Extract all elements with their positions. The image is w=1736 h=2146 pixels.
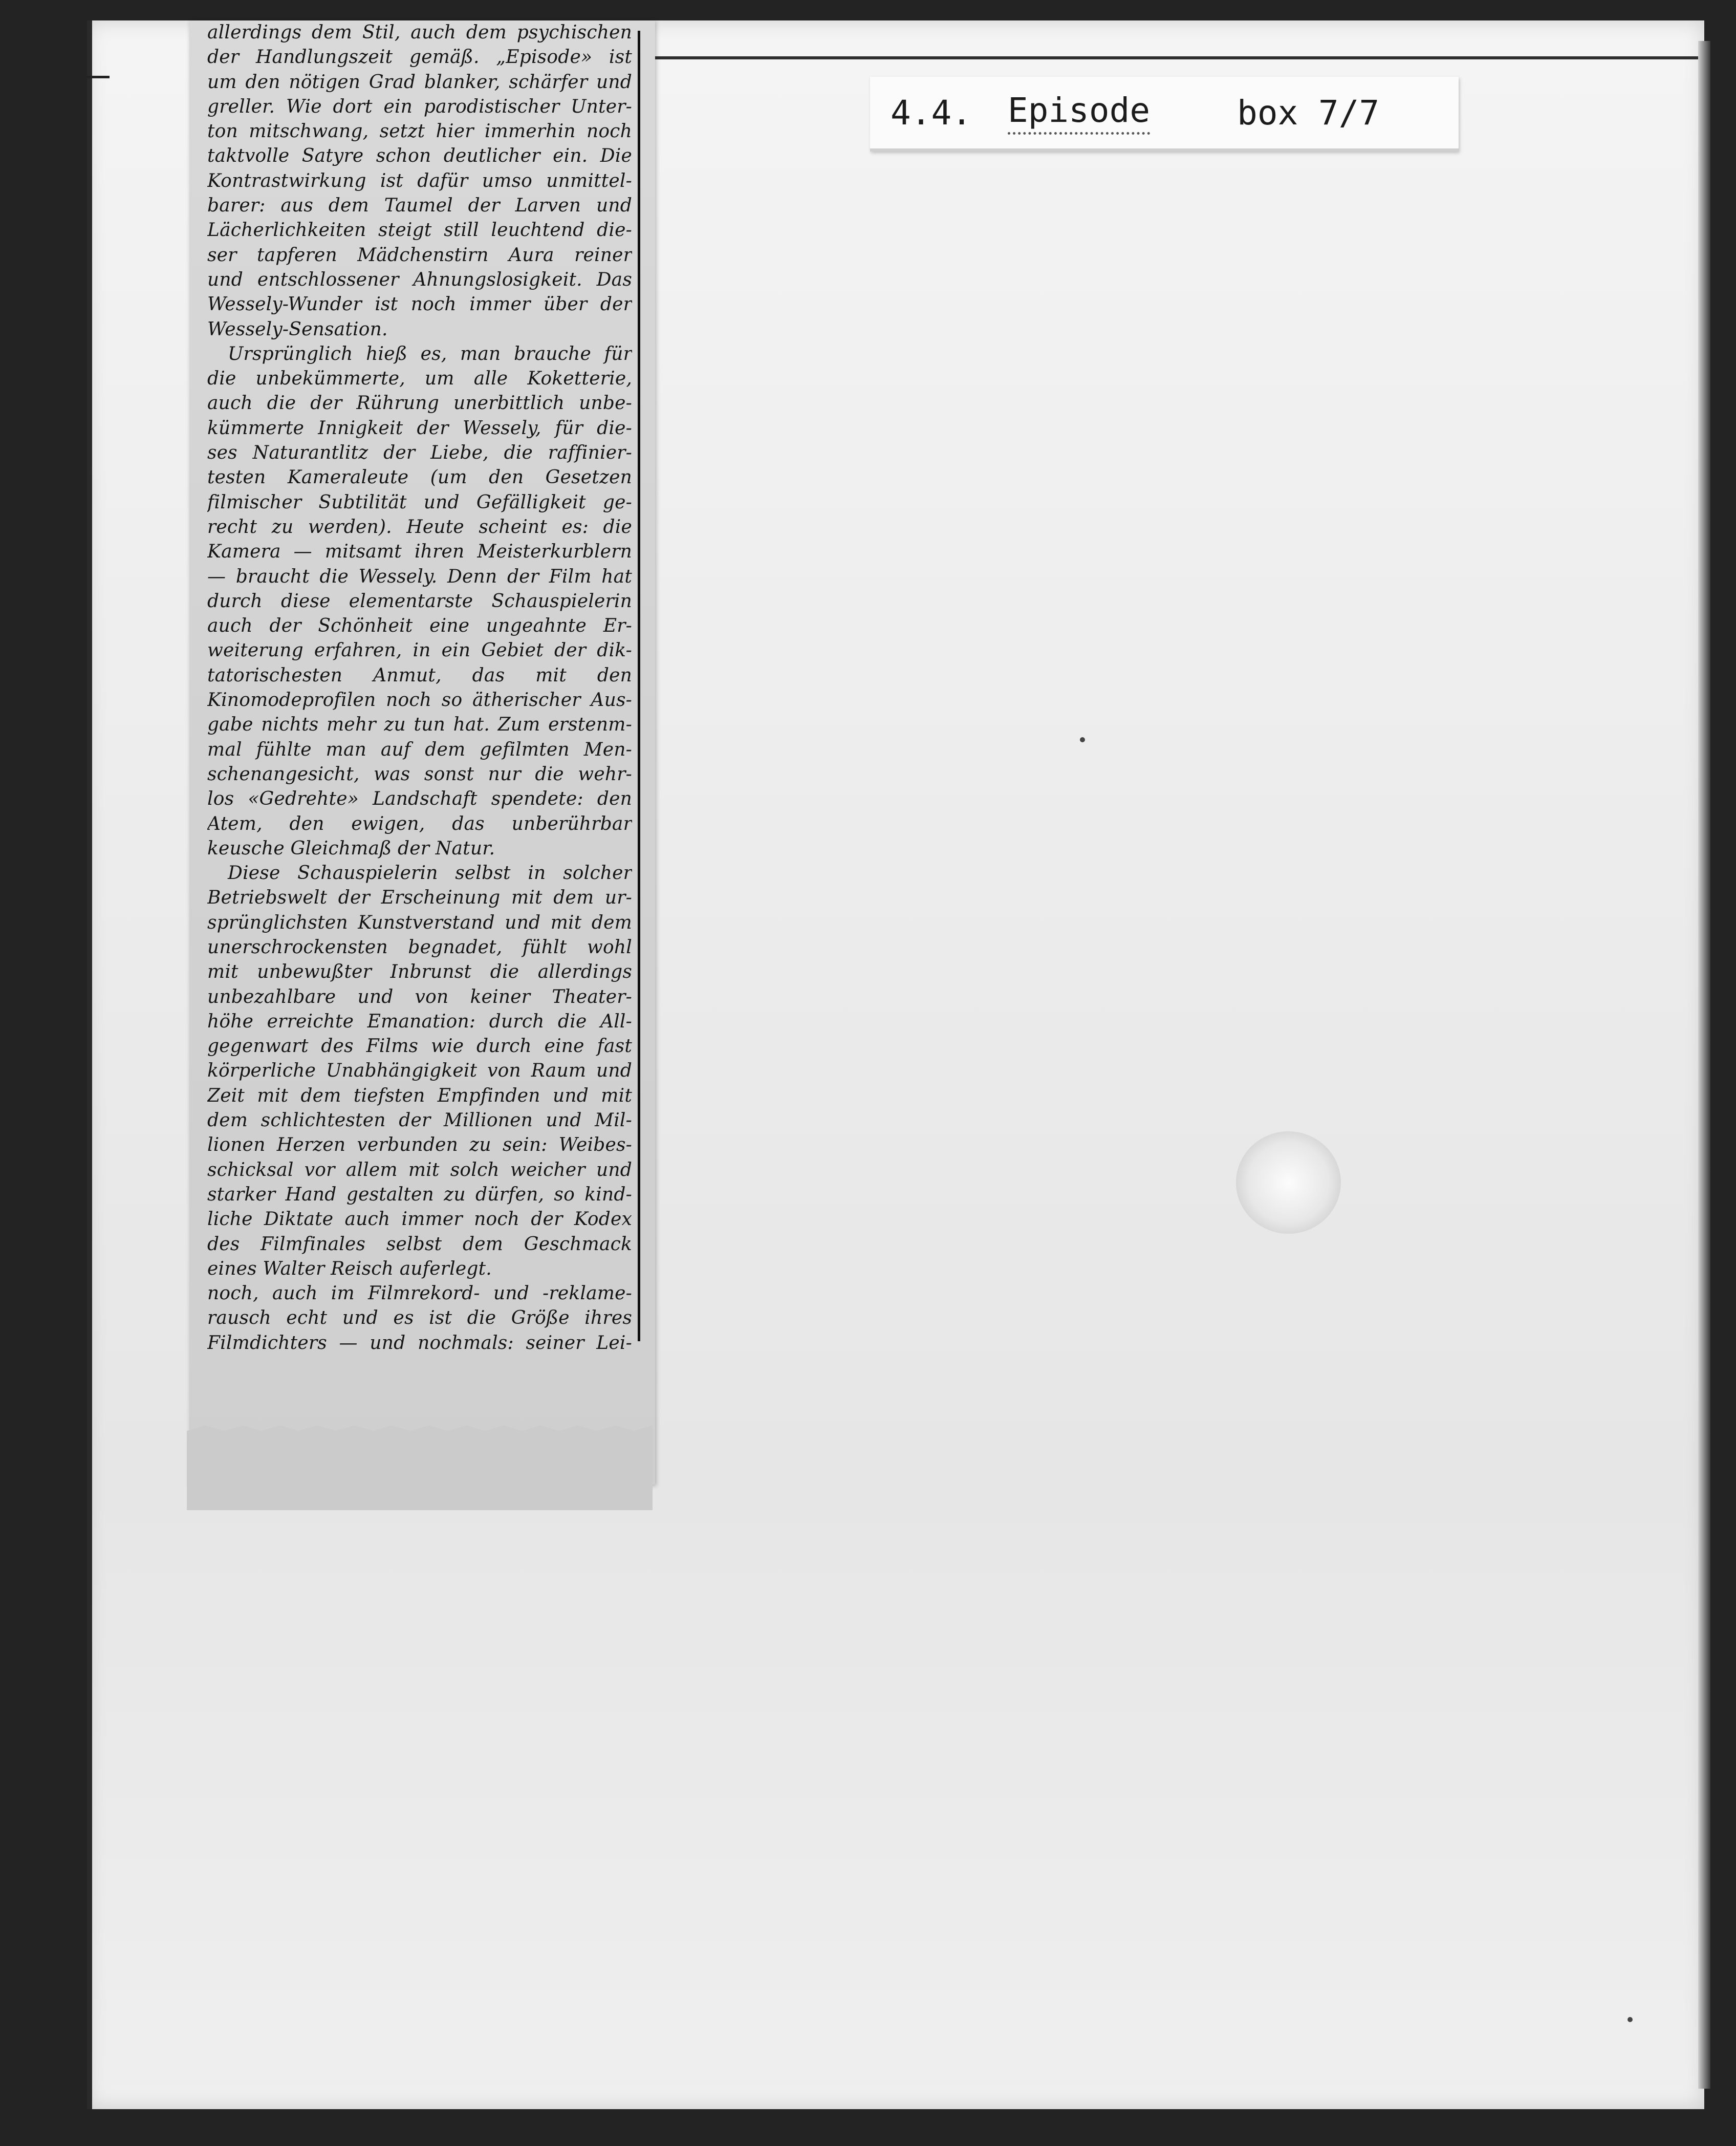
clipping-line: Wessely-Wunder ist noch immer über der	[207, 294, 632, 315]
clipping-line: recht zu werden). Heute scheint es: die	[207, 516, 632, 538]
paper-speck	[1628, 2017, 1633, 2022]
clipping-line: dem schlichtesten der Millionen und Mil-	[207, 1110, 632, 1131]
clipping-line: Kamera — mitsamt ihren Meisterkurblern	[207, 541, 632, 563]
archive-label	[870, 77, 1459, 152]
clipping-line: mal fühlte man auf dem gefilmten Men-	[207, 739, 632, 760]
clipping-line: schenangesicht, was sonst nur die wehr-	[207, 763, 632, 785]
clipping-column-rule	[638, 31, 640, 1341]
clipping-line: Atem, den ewigen, das unberührbar	[207, 813, 632, 834]
clipping-line: der Handlungszeit gemäß. „Episode» ist	[207, 47, 632, 68]
clipping-line: unerschrockensten begnadet, fühlt wohl	[207, 936, 632, 958]
clipping-line: die unbekümmerte, um alle Koketterie,	[207, 368, 632, 390]
clipping-line: taktvolle Satyre schon deutlicher ein. Die	[207, 145, 632, 167]
clipping-line: des Filmfinales selbst dem Geschmack	[207, 1233, 632, 1255]
paper-stain	[1236, 1131, 1341, 1234]
paper-speck	[1080, 737, 1085, 742]
clipping-line: starker Hand gestalten zu dürfen, so kind-	[207, 1184, 632, 1205]
left-edge-tick	[87, 76, 110, 78]
clipping-line: mit unbewußter Inbrunst die allerdings	[207, 961, 632, 983]
clipping-line: Zeit mit dem tiefsten Empfinden und mit	[207, 1085, 632, 1106]
clipping-line: Kontrastwirkung ist dafür umso unmittel-	[207, 170, 632, 191]
clipping-line: Betriebswelt der Erscheinung mit dem ur-	[207, 887, 632, 909]
clipping-line: ser tapferen Mädchenstirn Aura reiner	[207, 244, 632, 266]
label-title: Episode	[1008, 91, 1150, 135]
clipping-line: gegenwart des Films wie durch eine fast	[207, 1036, 632, 1057]
clipping-line: tatorischesten Anmut, das mit den	[207, 664, 632, 686]
clipping-line: ses Naturantlitz der Liebe, die raffinier-	[207, 442, 632, 464]
clipping-line: höhe erreichte Emanation: durch die All-	[207, 1011, 632, 1032]
clipping-line: auch die der Rührung unerbittlich unbe-	[207, 393, 632, 414]
clipping-line: filmischer Subtilität und Gefälligkeit ge-	[207, 491, 632, 513]
clipping-line: sprünglichsten Kunstverstand und mit dem	[207, 912, 632, 933]
clipping-line: lionen Herzen verbunden zu sein: Weibes-	[207, 1134, 632, 1156]
clipping-line: kümmerte Innigkeit der Wessely, für die-	[207, 417, 632, 439]
clipping-line: keusche Gleichmaß der Natur.	[207, 838, 495, 859]
sheet-right-edge	[1698, 41, 1710, 2089]
clipping-line: Diese Schauspielerin selbst in solcher	[228, 863, 632, 884]
clipping-line: unbezahlbare und von keiner Theater-	[207, 986, 632, 1007]
clipping-line: allerdings dem Stil, auch dem psychischen	[207, 22, 632, 43]
clipping-line: greller. Wie dort ein parodistischer Unter-	[207, 96, 632, 117]
clipping-line: auch der Schönheit eine ungeahnte Er-	[207, 615, 632, 637]
clipping-line: Lächerlichkeiten steigt still leuchtend die-	[207, 220, 632, 241]
clipping-line: weiterung erfahren, in ein Gebiet der dik-	[207, 640, 632, 661]
top-rule-line	[649, 56, 1698, 59]
clipping-line: Ursprünglich hieß es, man brauche für	[228, 343, 632, 364]
sheet-left-edge	[87, 20, 92, 2109]
clipping-torn-bottom	[187, 1418, 653, 1510]
clipping-line: rausch echt und es ist die Größe ihres	[207, 1307, 632, 1329]
clipping-line: und entschlossener Ahnungslosigkeit. Das	[207, 269, 632, 290]
label-box: box 7/7	[1237, 93, 1380, 133]
clipping-text	[207, 20, 632, 1356]
clipping-line: durch diese elementarste Schauspielerin	[207, 590, 632, 612]
clipping-line: — braucht die Wessely. Denn der Film hat	[207, 566, 632, 587]
clipping-line: Kinomodeprofilen noch so ätherischer Aus-	[207, 690, 632, 711]
clipping-line: schicksal vor allem mit solch weicher und	[207, 1159, 632, 1181]
clipping-line: testen Kameraleute (um den Gesetzen	[207, 467, 632, 488]
clipping-line: Filmdichters — und nochmals: seiner Lei-	[207, 1332, 632, 1354]
label-number: 4.4.	[891, 93, 972, 133]
clipping-line: ton mitschwang, setzt hier immerhin noch	[207, 121, 632, 142]
clipping-line: eines Walter Reisch auferlegt.	[207, 1258, 492, 1279]
clipping-line: los «Gedrehte» Landschaft spendete: den	[207, 788, 632, 810]
clipping-line: körperliche Unabhängigkeit von Raum und	[207, 1060, 632, 1082]
clipping-line: um den nötigen Grad blanker, schärfer und	[207, 71, 632, 93]
clipping-line: Wessely-Sensation.	[207, 318, 388, 340]
clipping-line: noch, auch im Filmrekord- und -reklame-	[207, 1283, 632, 1304]
clipping-line: gabe nichts mehr zu tun hat. Zum erstenm-	[207, 714, 632, 736]
clipping-line: liche Diktate auch immer noch der Kodex	[207, 1209, 632, 1230]
clipping-line: barer: aus dem Taumel der Larven und	[207, 195, 632, 217]
